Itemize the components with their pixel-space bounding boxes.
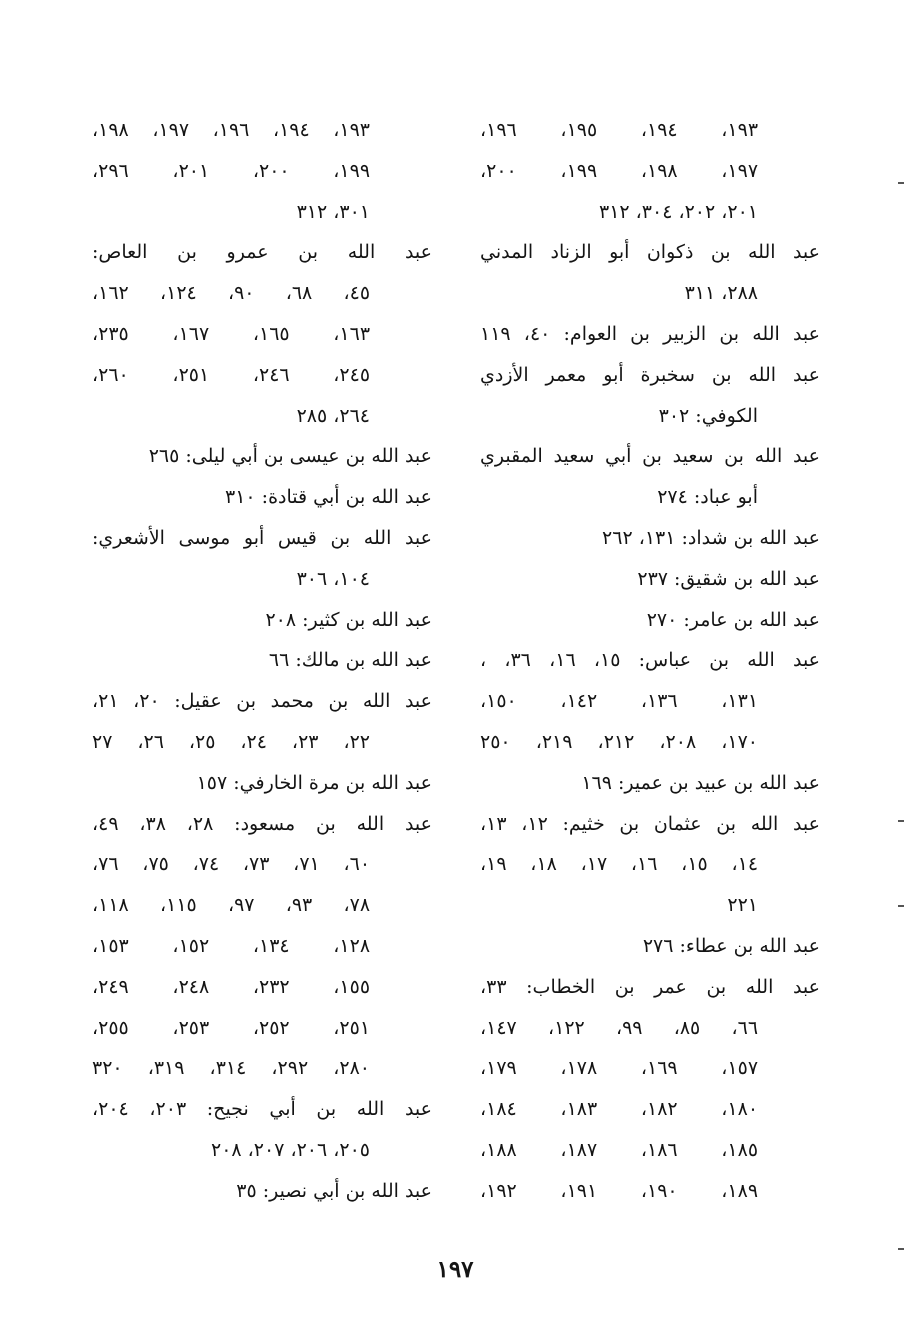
index-entry-line: عبد الله بن أبي قتادة: ٣١٠ <box>225 486 432 509</box>
index-entry-line: عبد الله بن كثير: ٢٠٨ <box>265 608 432 631</box>
index-page-refs-line: ٢٢، ٢٣، ٢٤، ٢٥، ٢٦، ٢٧ <box>92 730 370 753</box>
index-page-refs-line: ١٨٥، ١٨٦، ١٨٧، ١٨٨، <box>480 1138 759 1161</box>
index-entry-line: عبد الله بن قيس أبو موسى الأشعري: <box>92 526 432 549</box>
index-page-refs-line: ١٥٥، ٢٣٢، ٢٤٨، ٢٤٩، <box>92 975 371 998</box>
index-entry-line: عبد الله بن ذكوان أبو الزناد المدني <box>480 241 820 264</box>
page-number: ١٩٧ <box>436 1256 474 1283</box>
index-entry-line: عبد الله بن عطاء: ٢٧٦ <box>642 934 820 957</box>
index-page-refs-line: ٢٠١، ٢٠٢، ٣٠٤، ٣١٢ <box>598 200 758 223</box>
index-entry-line: عبد الله بن سخبرة أبو معمر الأزدي <box>480 363 820 386</box>
index-page-refs-line: الكوفي: ٣٠٢ <box>658 404 758 427</box>
index-entry-line: عبد الله بن عمر بن الخطاب: ٣٣، <box>480 975 820 998</box>
index-page-refs-line: ٢٢١ <box>727 894 758 917</box>
index-page-refs-line: ٢٠٥، ٢٠٦، ٢٠٧، ٢٠٨ <box>210 1138 370 1161</box>
index-entry-line: عبد الله بن عامر: ٢٧٠ <box>646 608 820 631</box>
index-entry-line: عبد الله بن سعيد بن أبي سعيد المقبري <box>480 445 820 468</box>
scan-edge-mark <box>898 1248 904 1250</box>
index-page-refs-line: ١٩٧، ١٩٨، ١٩٩، ٢٠٠، <box>480 159 759 182</box>
index-entry-line: عبد الله بن عيسى بن أبي ليلى: ٢٦٥ <box>148 445 432 468</box>
index-page-refs-line: ٢٥١، ٢٥٢، ٢٥٣، ٢٥٥، <box>92 1016 371 1039</box>
index-page-refs-line: ١٠٤، ٣٠٦ <box>296 567 370 590</box>
index-page-refs-line: ١٦٣، ١٦٥، ١٦٧، ٢٣٥، <box>92 322 371 345</box>
index-entry-line: عبد الله بن عبيد بن عمير: ١٦٩ <box>581 771 820 794</box>
index-entry-line: عبد الله بن شقيق: ٢٣٧ <box>637 567 820 590</box>
index-page-refs-line: ١٢٨، ١٣٤، ١٥٢، ١٥٣، <box>92 934 371 957</box>
index-entry-line: عبد الله بن مالك: ٦٦ <box>268 649 432 672</box>
index-entry-line: عبد الله بن مرة الخارفي: ١٥٧ <box>196 771 432 794</box>
index-page-refs-line: ٢٨٠، ٢٩٢، ٣١٤، ٣١٩، ٣٢٠ <box>92 1057 370 1080</box>
index-entry-line: عبد الله بن محمد بن عقيل: ٢٠، ٢١، <box>92 690 433 713</box>
index-entry-line: عبد الله بن مسعود: ٢٨، ٣٨، ٤٩، <box>92 812 432 835</box>
index-entry-line: عبد الله بن عباس: ١٥، ١٦، ٣٦، ، <box>480 649 821 672</box>
index-page-refs-line: ١٩٣، ١٩٤، ١٩٦، ١٩٧، ١٩٨، <box>92 119 371 141</box>
index-column-right <box>480 110 820 1212</box>
index-column-left <box>92 110 432 1212</box>
index-page-refs-line: ٢٤٥، ٢٤٦، ٢٥١، ٢٦٠، <box>92 363 371 386</box>
index-page-refs-line: ١٨٩، ١٩٠، ١٩١، ١٩٢، <box>480 1179 759 1202</box>
scan-edge-mark <box>898 905 904 907</box>
index-page-refs-line: ١٧٠، ٢٠٨، ٢١٢، ٢١٩، ٢٥٠ <box>480 730 758 753</box>
index-page-refs-line: ٧٨، ٩٣، ٩٧، ١١٥، ١١٨، <box>92 894 371 917</box>
scan-edge-mark <box>898 182 904 184</box>
index-page-refs-line: ١٥٧، ١٦٩، ١٧٨، ١٧٩، <box>480 1057 759 1080</box>
index-page-refs-line: ١٩٩، ٢٠٠، ٢٠١، ٢٩٦، <box>92 159 371 182</box>
index-page-refs-line: ١٨٠، ١٨٢، ١٨٣، ١٨٤، <box>480 1098 759 1121</box>
index-page-refs-line: ١٤، ١٥، ١٦، ١٧، ١٨، ١٩، <box>480 853 759 876</box>
index-entry-line: عبد الله بن شداد: ١٣١، ٢٦٢ <box>602 526 820 549</box>
index-page-refs-line: ٢٦٤، ٢٨٥ <box>296 404 370 427</box>
index-entry-line: عبد الله بن أبي نجيح: ٢٠٣، ٢٠٤، <box>92 1098 432 1121</box>
scan-edge-mark <box>898 820 904 822</box>
index-entry-line: عبد الله بن عثمان بن خثيم: ١٢، ١٣، <box>480 812 820 835</box>
index-page-refs-line: ٦٦، ٨٥، ٩٩، ١٢٢، ١٤٧، <box>480 1016 759 1039</box>
index-page-refs-line: ١٩٣، ١٩٤، ١٩٥، ١٩٦، <box>480 119 759 141</box>
index-page-refs-line: ٣٠١، ٣١٢ <box>296 200 370 223</box>
index-page-refs-line: ٢٨٨، ٣١١ <box>684 282 758 305</box>
index-page-refs-line: ٦٠، ٧١، ٧٣، ٧٤، ٧٥، ٧٦، <box>92 853 371 876</box>
index-entry-line: عبد الله بن الزبير بن العوام: ٤٠، ١١٩ <box>480 322 821 345</box>
index-page-refs-line: ١٣١، ١٣٦، ١٤٢، ١٥٠، <box>480 690 759 713</box>
index-page-refs-line: أبو عباد: ٢٧٤ <box>657 486 758 509</box>
index-entry-line: عبد الله بن أبي نصير: ٣٥ <box>236 1179 432 1202</box>
index-page-refs-line: ٤٥، ٦٨، ٩٠، ١٢٤، ١٦٢، <box>92 282 371 305</box>
index-entry-line: عبد الله بن عمرو بن العاص: <box>92 241 432 264</box>
